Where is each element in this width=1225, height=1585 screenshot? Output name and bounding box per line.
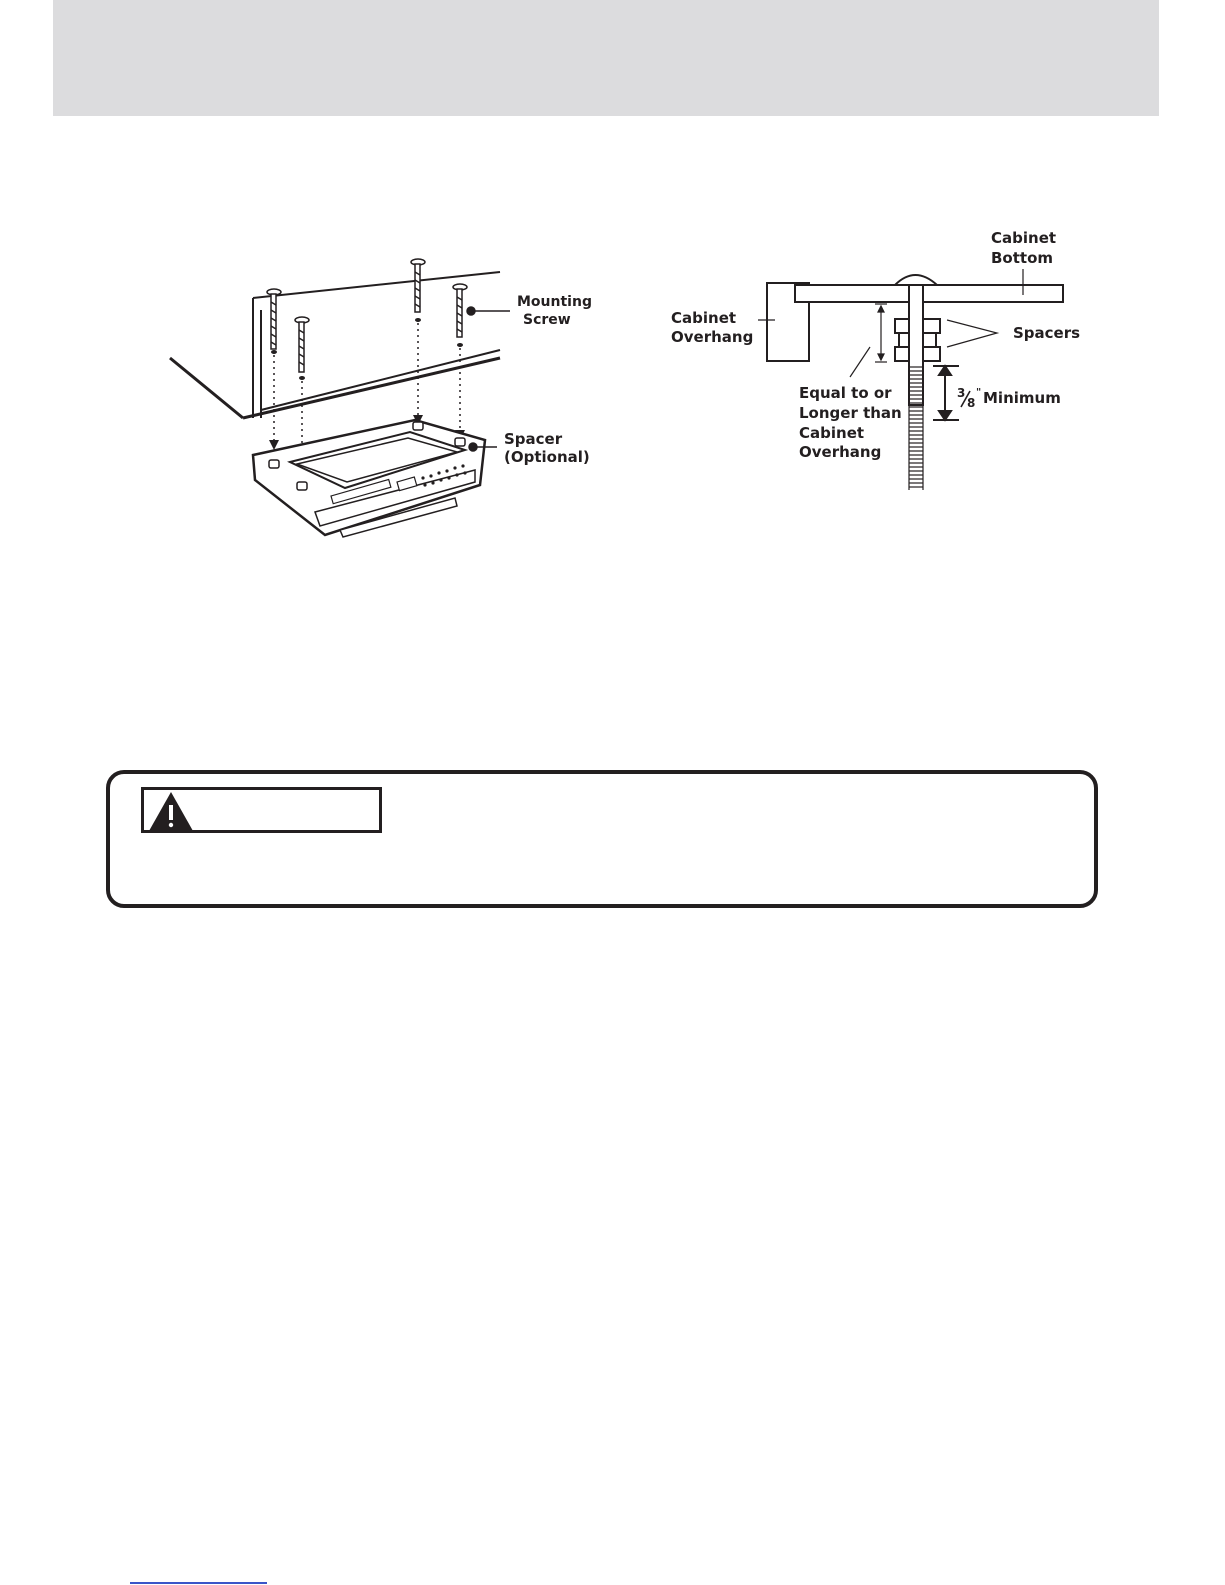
- label-cabinet-bottom-1: Cabinet: [991, 229, 1057, 247]
- label-equal-4: Overhang: [799, 443, 882, 461]
- label-min-inch: ": [976, 387, 982, 398]
- warning-box: [106, 770, 1098, 908]
- label-min-word: Minimum: [983, 389, 1061, 407]
- warning-triangle-icon: [146, 789, 196, 833]
- screw-1: [267, 289, 281, 349]
- mounting-illustration: [165, 250, 592, 550]
- header-band: [53, 0, 1159, 116]
- warning-tag: [141, 787, 382, 833]
- label-min-denominator: 8: [967, 396, 976, 410]
- label-mounting-screw-1: Mounting: [517, 294, 592, 310]
- screw-3: [411, 259, 425, 312]
- screw-4: [453, 284, 467, 337]
- label-equal-2: Longer than: [799, 404, 902, 422]
- section-illustration: [665, 225, 1105, 500]
- mounting-figure: [165, 250, 592, 550]
- label-cabinet-overhang-1: Cabinet: [671, 309, 737, 327]
- spacer-section-figure: [665, 225, 1105, 500]
- label-min-numerator: 3: [957, 386, 966, 400]
- screw-2: [295, 317, 309, 372]
- label-equal-3: Cabinet: [799, 424, 865, 442]
- label-cabinet-bottom-2: Bottom: [991, 249, 1054, 267]
- footer-link-rule: [130, 1582, 267, 1584]
- label-mounting-screw-2: Screw: [523, 312, 571, 328]
- label-spacer-2: (Optional): [504, 448, 590, 466]
- label-cabinet-overhang-2: Overhang: [671, 328, 754, 346]
- label-spacer-1: Spacer: [504, 430, 563, 448]
- label-equal-1: Equal to or: [799, 384, 892, 402]
- label-spacers: Spacers: [1013, 324, 1081, 342]
